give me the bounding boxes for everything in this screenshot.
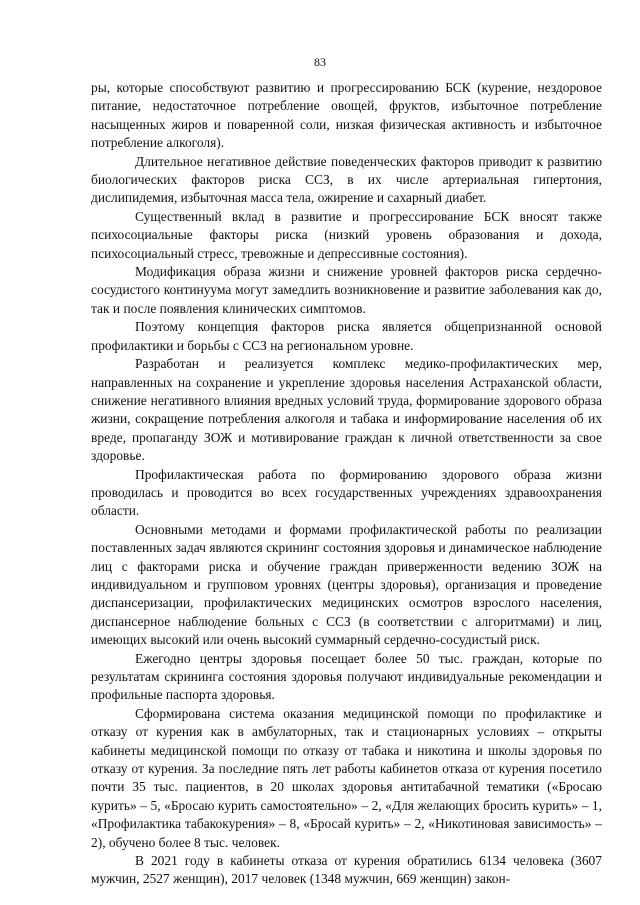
body-text — [91, 79, 602, 889]
paragraph: Разработан и реализуется комплекс медико-профилактических мер, направленных на сохранение и укрепление здоровья населения Астраханской области, снижение негативного влияния вредных условий труда, формирование здорового образа жизни, сокращение потребления алкоголя и табака и информирование населения об их вреде, пропаганду ЗОЖ и мотивирование граждан к личной ответственности за свое здоровье. — [91, 356, 602, 464]
paragraph: В 2021 году в кабинеты отказа от курения обратились 6134 человека (3607 мужчин, 2527 женщин), 2017 человек (1348 мужчин, 669 женщин) закон- — [91, 853, 602, 887]
paragraph: Поэтому концепция факторов риска является общепризнанной основой профилактики и борьбы с ССЗ на региональном уровне. — [91, 319, 602, 353]
paragraph: Сформирована система оказания медицинской помощи по профилактике и отказу от курения как в амбулаторных, так и стационарных условиях – открыты кабинеты медицинской помощи по отказу от табака и никотина и школы здоровья по отказу от курения. За последние пять лет работы кабинетов отказа от курения посетило почти 35 тыс. пациентов, в 20 школах здоровья антитабачной тематики («Бросаю курить» – 5, «Бросаю курить самостоятельно» – 2, «Для желающих бросить курить» – 1, «Профилактика табакокурения» – 8, «Бросай курить» – 2, «Никотиновая зависимость» – 2), обучено более 8 тыс. человек. — [91, 705, 602, 850]
paragraph: Основными методами и формами профилактической работы по реализации поставленных задач являются скрининг состояния здоровья и динамическое наблюдение лиц с факторами риска и обучение граждан приверженности ведению ЗОЖ на индивидуальном и групповом уровнях (центры здоровья), организация и проведение диспансеризации, профилактических медицинских осмотров взрослого населения, диспансерное наблюдение больных с ССЗ (в соответствии с алгоритмами) и лиц, имеющих высокий или очень высокий суммарный сердечно-сосудистый риск. — [91, 521, 602, 648]
paragraph: Длительное негативное действие поведенческих факторов приводит к развитию биологических факторов риска ССЗ, в их числе артериальная гипертония, дислипидемия, избыточная масса тела, ожирение и сахарный диабет. — [91, 153, 602, 206]
paragraph: Модификация образа жизни и снижение уровней факторов риска сердечно-сосудистого континуума могут замедлить возникновение и развитие заболевания как до, так и после появления клинических симптомов. — [91, 264, 602, 316]
page-number: 83 — [314, 55, 326, 69]
paragraph: Профилактическая работа по формированию здорового образа жизни проводилась и проводится во всех государственных учреждениях здравоохранения области. — [91, 466, 602, 519]
paragraph: Ежегодно центры здоровья посещает более 50 тыс. граждан, которые по результатам скрининга состояния здоровья получают индивидуальные рекомендации и профильные паспорта здоровья. — [91, 650, 602, 703]
paragraph: Существенный вклад в развитие и прогрессирование БСК вносят также психосоциальные факторы риска (низкий уровень образования и дохода, психосоциальный стресс, тревожные и депрессивные состояния). — [91, 208, 602, 261]
paragraph: ры, которые способствуют развитию и прогрессированию БСК (курение, нездоровое питание, недостаточное потребление овощей, фруктов, избыточное потребление насыщенных жиров и поваренной соли, низкая физическая активность и избыточное потребление алкоголя). — [91, 80, 602, 151]
